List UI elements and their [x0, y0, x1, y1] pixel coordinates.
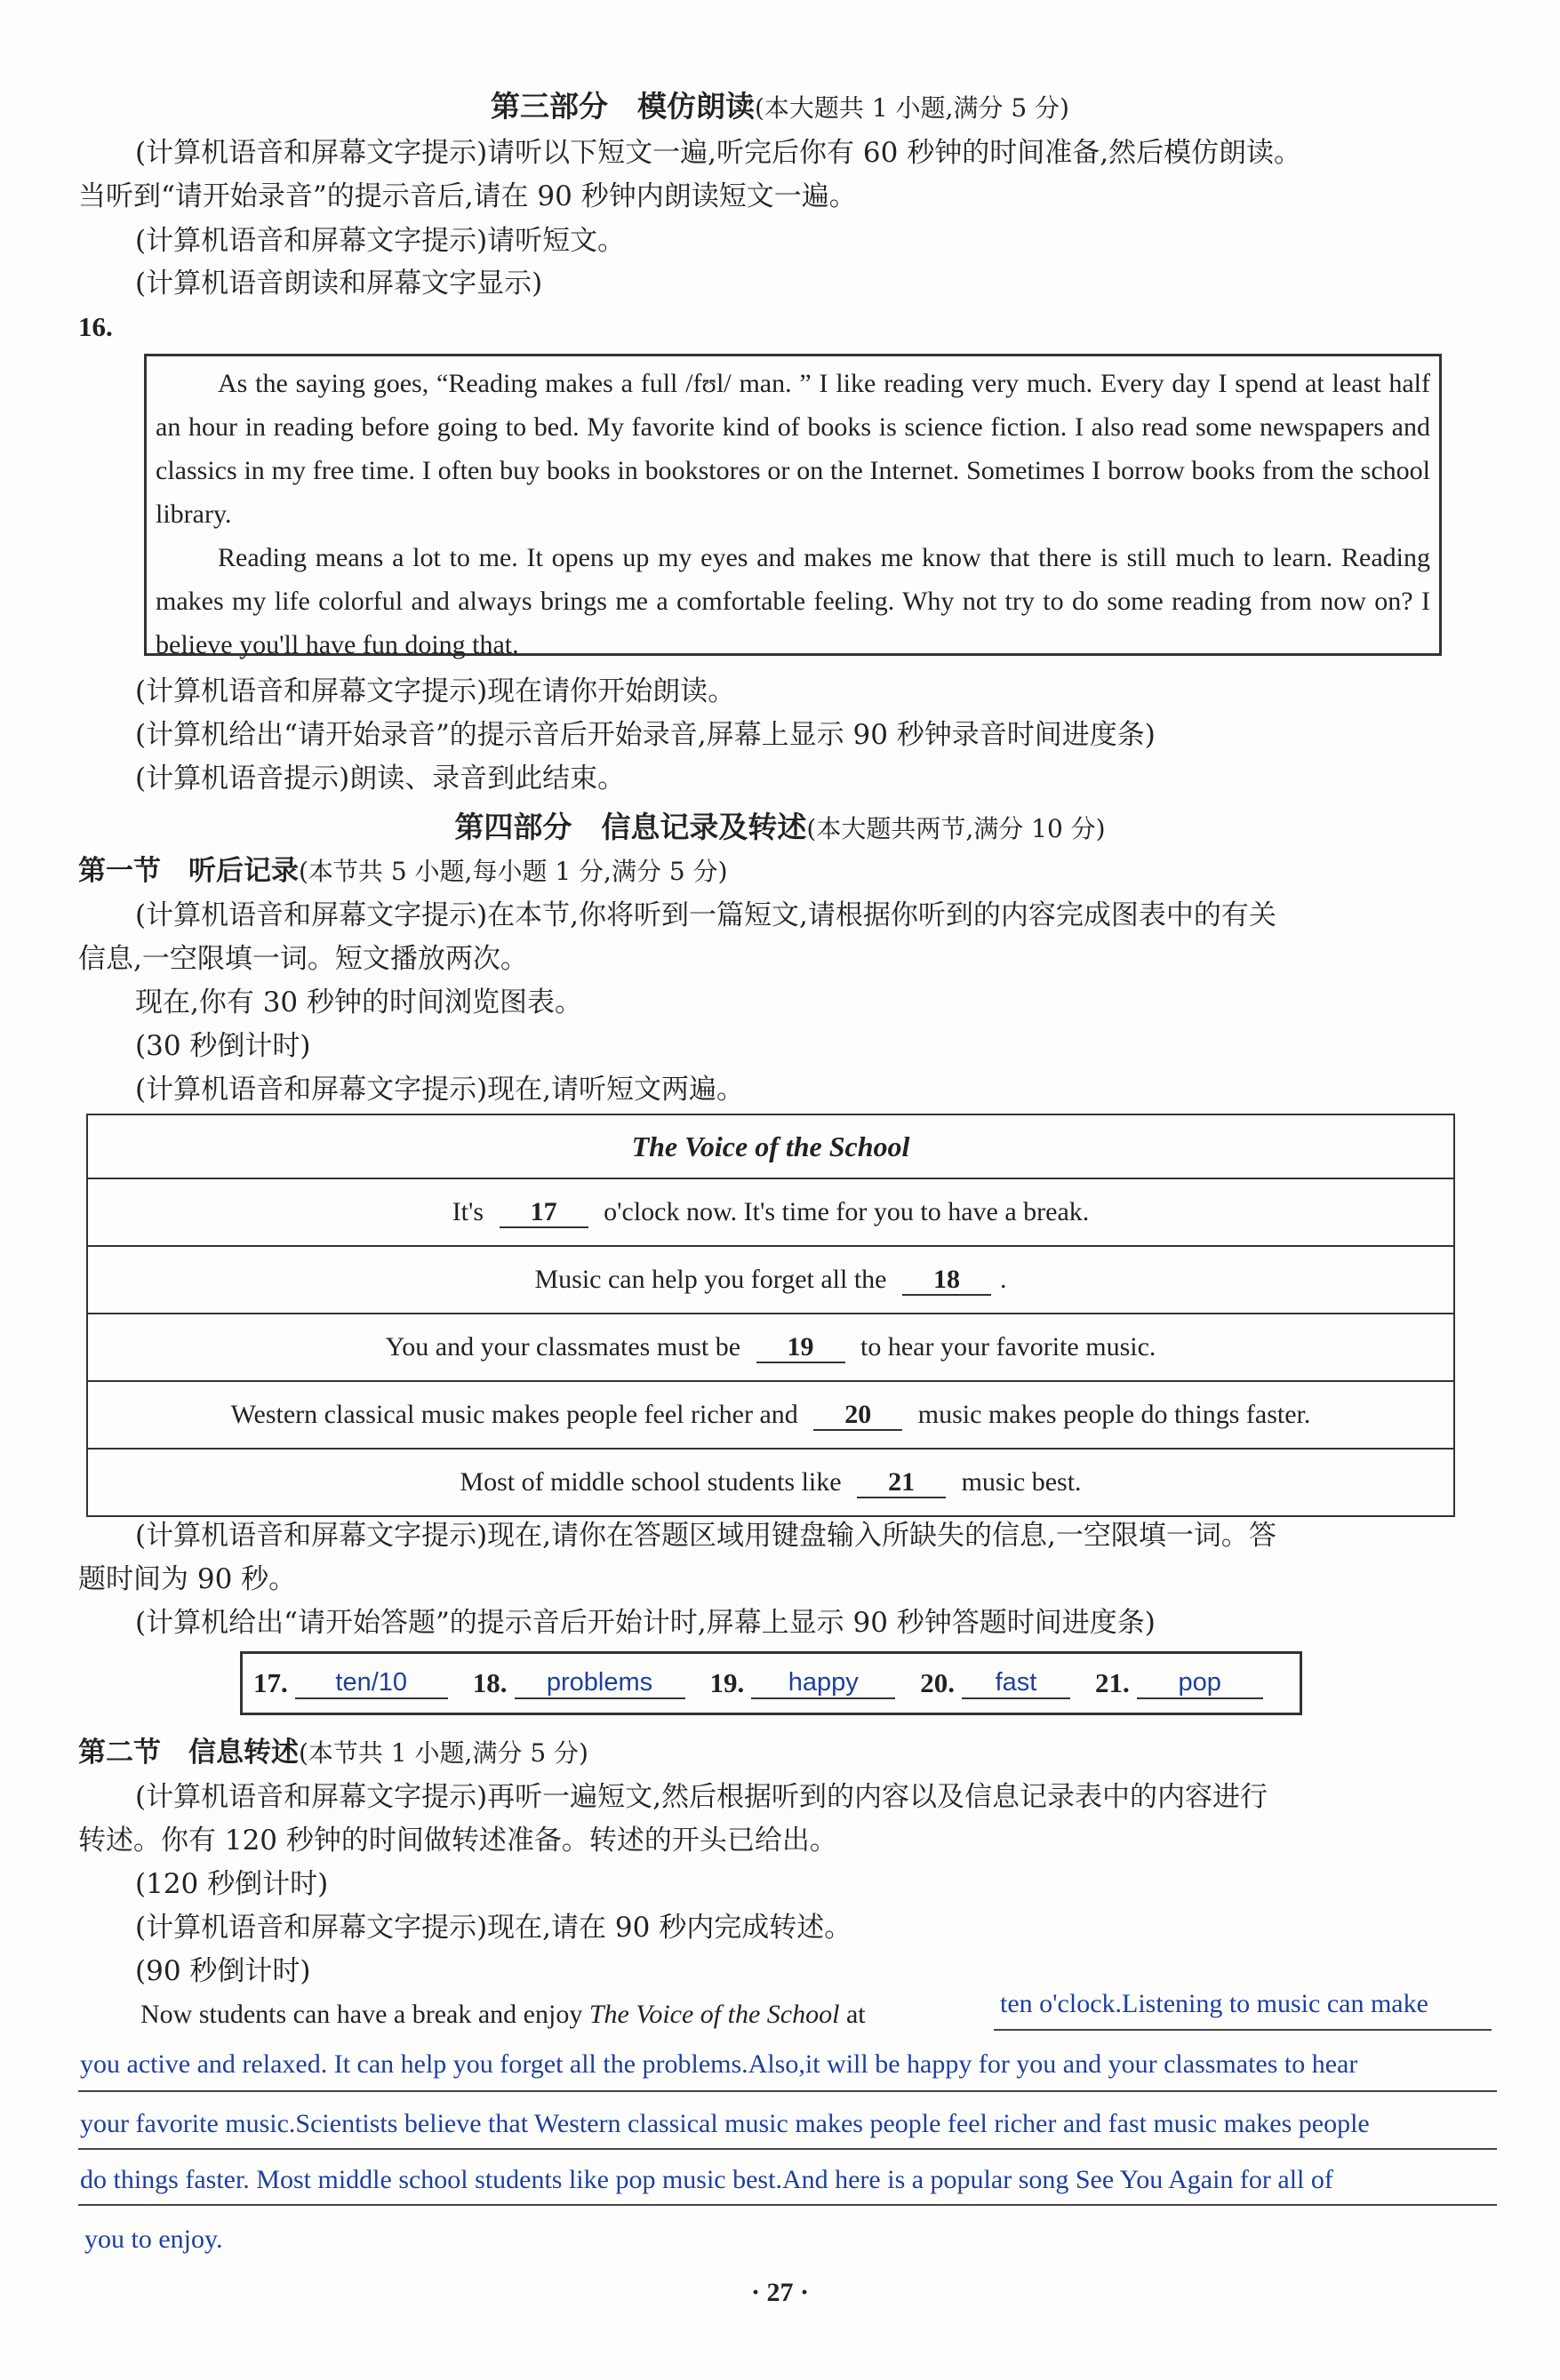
row-text-after: music makes people do things faster. [917, 1399, 1311, 1429]
retell-handwritten-line-1: ten o'clock.Listening to music can make [1000, 1989, 1428, 2018]
retell-start-text-end: at [839, 2000, 866, 2029]
answer-value: ten/10 [295, 1668, 448, 1699]
part3-instruction-5: (计算机给出“请开始录音”的提示音后开始录音,屏幕上显示 90 秒钟录音时间进度条) [135, 719, 1156, 751]
section1-instruction-3: (30 秒倒计时) [135, 1030, 311, 1062]
section2-instruction-1a: (计算机语音和屏幕文字提示)再听一遍短文,然后根据听到的内容以及信息记录表中的内容进行 [135, 1781, 1268, 1813]
answer-item [253, 1667, 448, 1699]
row-text-before: Western classical music makes people feel richer and [230, 1399, 798, 1429]
table-row [87, 1381, 1454, 1449]
row-text-before: Most of middle school students like [460, 1466, 842, 1497]
part4-title-note: (本大题共两节,满分 10 分) [806, 814, 1106, 843]
table-title: The Voice of the School [87, 1114, 1454, 1178]
answer-value: happy [751, 1668, 895, 1699]
row-text-before: Music can help you forget all the [534, 1264, 887, 1294]
row-text-before: You and your classmates must be [385, 1331, 741, 1362]
page-number: · 27 · [750, 2278, 809, 2307]
answer-number: 21. [1095, 1667, 1130, 1698]
answer-box [240, 1651, 1302, 1715]
retell-rule-4 [78, 2204, 1497, 2206]
retell-start-title: The Voice of the School [588, 2000, 840, 2029]
answer-number: 19. [709, 1667, 745, 1698]
retell-rule-3 [78, 2148, 1497, 2150]
passage-paragraph-1: As the saying goes, “Reading makes a full /fʊl/ man. ” I like reading very much. Every day I spend at least half an hour in reading before going to bed. My favorite kind of books is science fiction. I also read some newspapers and classics in my free time. I often buy books in bookstores or on the Internet. Sometimes I borrow books from the school library. [156, 369, 1430, 529]
section2-title-line [78, 1735, 588, 1771]
section1-note: (本节共 5 小题,每小题 1 分,满分 5 分) [299, 857, 728, 886]
blank-20: 20 [813, 1401, 902, 1431]
question-number-16: 16. [78, 311, 113, 342]
section1-instruction-1b: 信息,一空限填一词。短文播放两次。 [78, 943, 528, 975]
part4-title-line [0, 810, 1560, 847]
retell-handwritten-line-5: you to enjoy. [84, 2224, 223, 2254]
retell-rule-2 [78, 2090, 1497, 2092]
part3-instruction-1a: (计算机语音和屏幕文字提示)请听以下短文一遍,听完后你有 60 秒钟的时间准备,然后模仿朗读。 [135, 137, 1302, 169]
passage-paragraph-2: Reading means a lot to me. It opens up my eyes and makes me know that there is still much to learn. Reading makes my life colorful and always brings me a comfortable feeling. Why not try to do some reading from now on? I believe you'll have fun doing that. [156, 543, 1430, 659]
section1-instruction-5b: 题时间为 90 秒。 [78, 1563, 297, 1595]
row-text-before: It's [452, 1196, 484, 1226]
part3-instruction-3: (计算机语音朗读和屏幕文字显示) [135, 268, 543, 299]
table-row [87, 1178, 1454, 1246]
answer-item [1095, 1667, 1263, 1699]
part3-instruction-4: (计算机语音和屏幕文字提示)现在请你开始朗读。 [135, 675, 736, 707]
answer-number: 17. [253, 1667, 288, 1698]
voice-of-school-table [86, 1114, 1455, 1517]
answer-number: 18. [472, 1667, 508, 1698]
answer-value: pop [1137, 1668, 1263, 1699]
retell-start [140, 1997, 866, 2033]
answer-item [710, 1667, 896, 1699]
blank-21: 21 [857, 1468, 946, 1498]
section1-title: 第一节 听后记录 [78, 855, 299, 887]
answer-item [920, 1667, 1070, 1699]
blank-18: 18 [902, 1266, 991, 1296]
retell-handwritten-line-4: do things faster. Most middle school students like pop music best.And here is a popular song See You Again for all of [80, 2165, 1333, 2194]
retell-handwritten-line-3: your favorite music.Scientists believe that Western classical music makes people feel richer and fast music makes people [80, 2109, 1370, 2138]
section2-instruction-1b: 转述。你有 120 秒钟的时间做转述准备。转述的开头已给出。 [78, 1825, 837, 1857]
retell-start-text: Now students can have a break and enjoy [140, 2000, 589, 2029]
table-row [87, 1314, 1454, 1381]
part3-title: 第三部分 模仿朗读 [491, 89, 755, 124]
section2-note: (本节共 1 小题,满分 5 分) [299, 1738, 588, 1768]
answer-item [473, 1667, 685, 1699]
part3-instruction-2: (计算机语音和屏幕文字提示)请听短文。 [135, 225, 626, 257]
row-text-after: o'clock now. It's time for you to have a break. [604, 1196, 1090, 1226]
section1-instruction-2: 现在,你有 30 秒钟的时间浏览图表。 [135, 986, 583, 1018]
row-text-after: . [1000, 1264, 1007, 1294]
section1-instruction-4: (计算机语音和屏幕文字提示)现在,请听短文两遍。 [135, 1074, 745, 1106]
retell-handwritten-line-2: you active and relaxed. It can help you forget all the problems.Also,it will be happy for you and your classmates to hear [80, 2049, 1358, 2079]
part4-title: 第四部分 信息记录及转述 [454, 810, 807, 844]
section1-instruction-6: (计算机给出“请开始答题”的提示音后开始计时,屏幕上显示 90 秒钟答题时间进度条) [135, 1607, 1156, 1639]
part3-instruction-6: (计算机语音提示)朗读、录音到此结束。 [135, 763, 626, 795]
retell-rule-1 [994, 2029, 1492, 2031]
part3-title-note: (本大题共 1 小题,满分 5 分) [755, 93, 1069, 123]
section1-instruction-5a: (计算机语音和屏幕文字提示)现在,请你在答题区域用键盘输入所缺失的信息,一空限填一词。答 [135, 1520, 1276, 1552]
section1-instruction-1a: (计算机语音和屏幕文字提示)在本节,你将听到一篇短文,请根据你听到的内容完成图表中的有关 [135, 899, 1276, 931]
table-row [87, 1449, 1454, 1516]
section2-title: 第二节 信息转述 [78, 1737, 299, 1769]
blank-17: 17 [500, 1198, 588, 1228]
reading-passage-box [144, 354, 1442, 659]
blank-19: 19 [756, 1333, 845, 1363]
part3-title-line [0, 89, 1560, 126]
answer-value: fast [962, 1668, 1070, 1699]
row-text-after: music best. [961, 1466, 1082, 1497]
section2-instruction-3: (计算机语音和屏幕文字提示)现在,请在 90 秒内完成转述。 [135, 1912, 852, 1944]
table-row [87, 1246, 1454, 1314]
answer-value: problems [515, 1668, 685, 1699]
part3-instruction-1b: 当听到“请开始录音”的提示音后,请在 90 秒钟内朗读短文一遍。 [78, 180, 857, 212]
row-text-after: to hear your favorite music. [860, 1331, 1156, 1362]
answer-number: 20. [920, 1667, 955, 1698]
section1-title-line [78, 853, 728, 890]
section2-instruction-2: (120 秒倒计时) [135, 1868, 329, 1900]
section2-instruction-4: (90 秒倒计时) [135, 1955, 311, 1987]
